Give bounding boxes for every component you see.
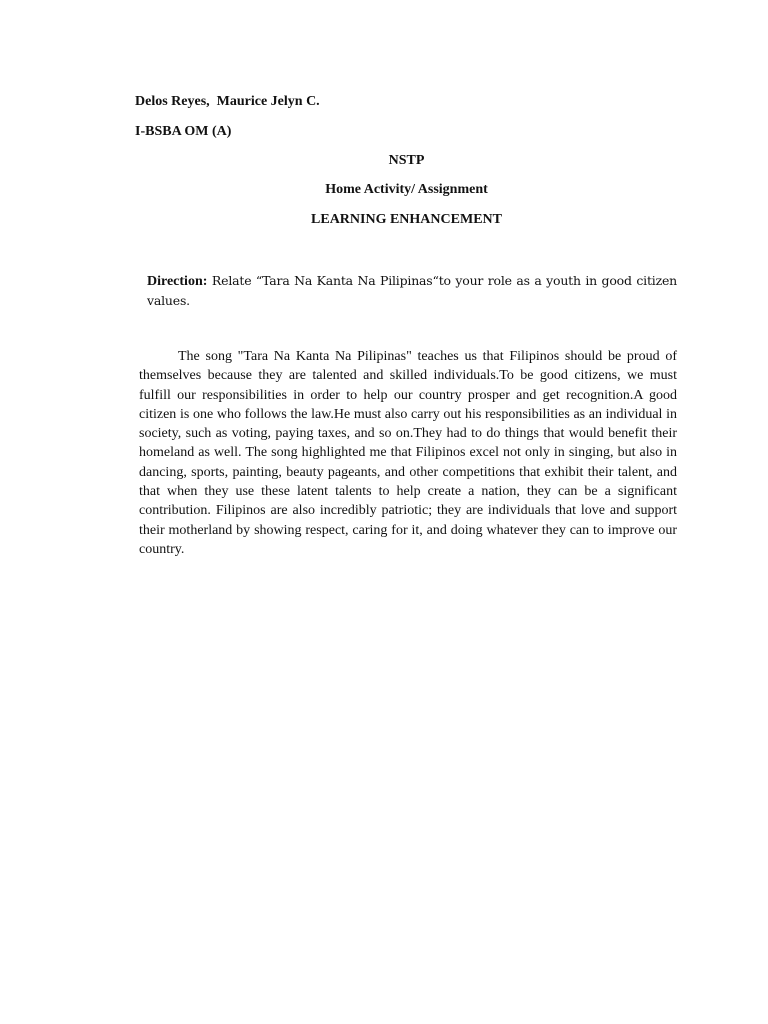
author-name: Delos Reyes, Maurice Jelyn C. xyxy=(135,94,320,109)
activity-title: Home Activity/ Assignment xyxy=(325,182,488,197)
subject-title: NSTP xyxy=(388,153,425,168)
direction-paragraph xyxy=(147,271,677,311)
page-heading: LEARNING ENHANCEMENT xyxy=(311,212,502,227)
direction-text: Relate “Tara Na Kanta Na Pilipinas“to your role as a youth in good citizen values. xyxy=(147,273,677,308)
direction-label: Direction: xyxy=(147,274,208,289)
essay-paragraph: The song "Tara Na Kanta Na Pilipinas" teaches us that Filipinos should be proud of themselves because they are talented and skilled individuals.To be good citizens, we must fulfill our responsibilities in order to help our country prosper and get recognition.A good citizen is one who follows the law.He must also carry out his responsibilities as an individual in society, such as voting, paying taxes, and so on.They had to do things that would benefit their homeland as well. The song highlighted me that Filipinos excel not only in singing, but also in dancing, sports, painting, beauty pageants, and other competitions that exhibit their talent, and that when they use these latent talents to help create a nation, they can be a significant contribution. Filipinos are also incredibly patriotic; they are individuals that love and support their motherland by showing respect, caring for it, and doing whatever they can to improve our country. xyxy=(139,349,677,557)
class-section: I-BSBA OM (A) xyxy=(135,124,232,139)
